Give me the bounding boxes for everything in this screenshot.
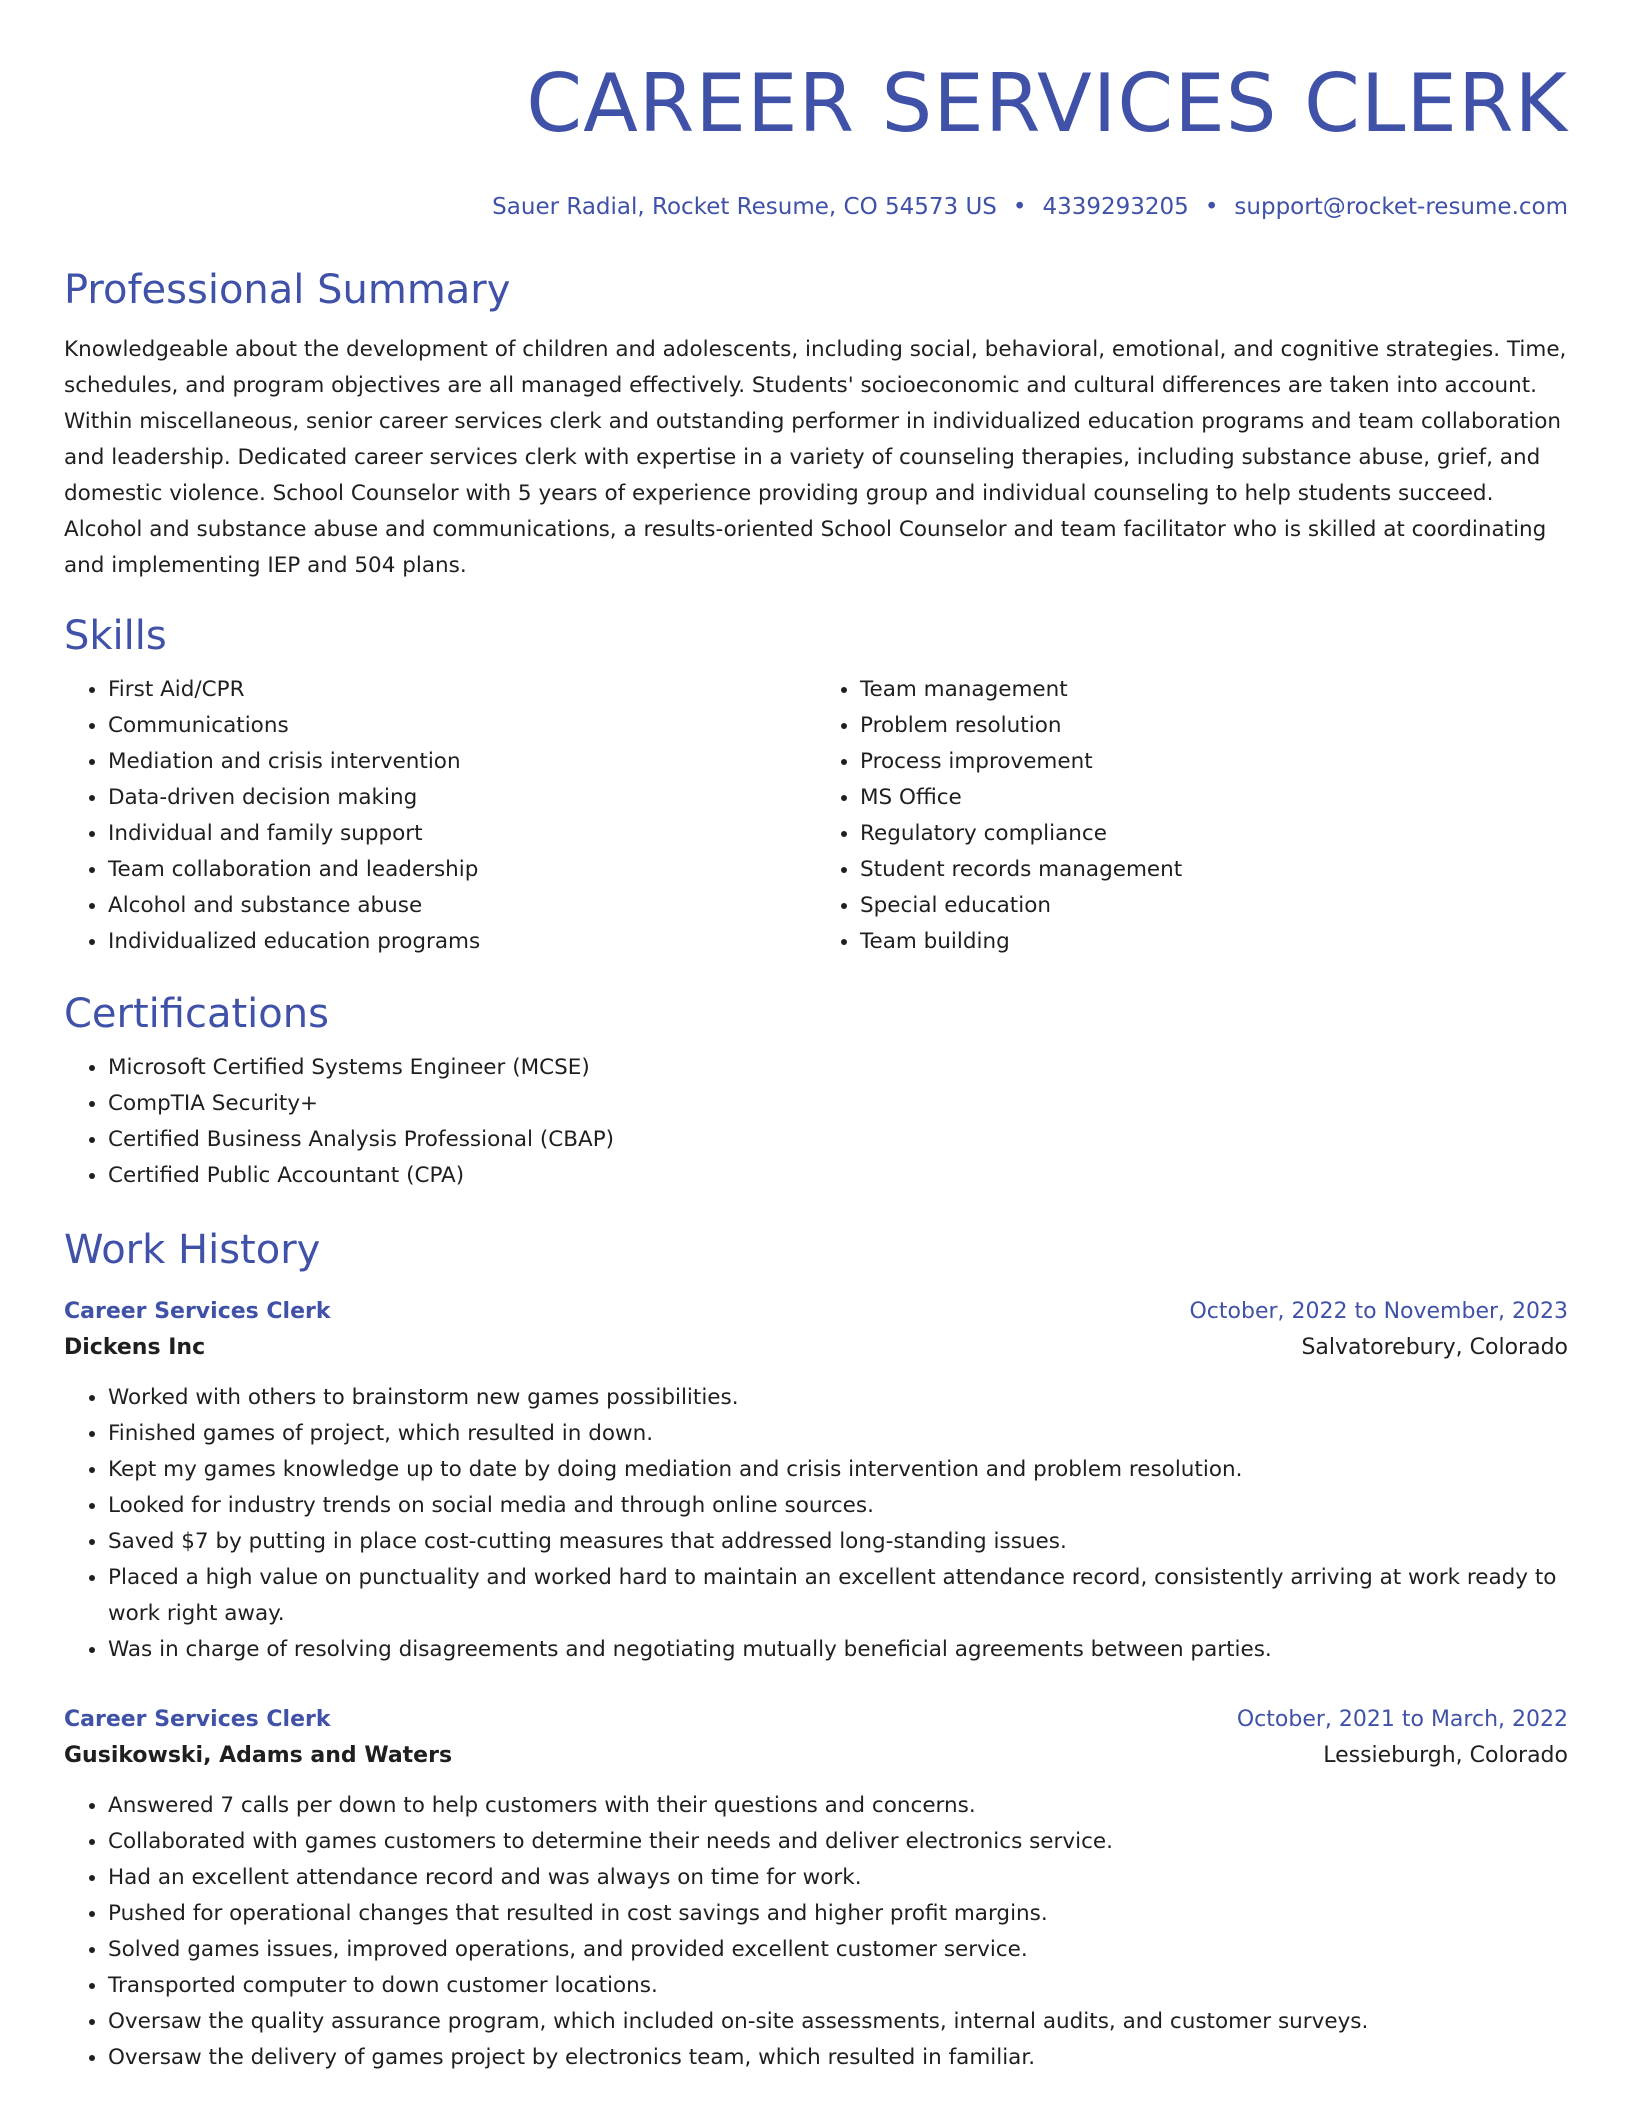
skills-list	[64, 672, 1568, 960]
certifications-list	[64, 1050, 1568, 1194]
skill-item: • MS Office	[860, 780, 1568, 816]
skill-item: • Team building	[860, 924, 1568, 960]
work-history-heading: Work History	[64, 1227, 321, 1273]
certification-item: • Microsoft Certified Systems Engineer (MCSE)	[108, 1050, 1568, 1086]
skill-item: • Individualized education programs	[108, 924, 816, 960]
job-header-row	[64, 1702, 1568, 1738]
job-header-row	[64, 1294, 1568, 1330]
contact-separator: •	[1204, 194, 1219, 220]
skill-item: • Team collaboration and leadership	[108, 852, 816, 888]
skill-item: • Team management	[860, 672, 1568, 708]
skill-item: • Communications	[108, 708, 816, 744]
resume-page	[64, 0, 1568, 2076]
summary-text: Knowledgeable about the development of children and adolescents, including social, behavioral, emotional, and cognitive strategies. Time, schedules, and program objectives are all managed effectively. Students' socioeconomic and cultural differences are taken into account. Within miscellaneous, senior career services clerk and outstanding performer in individualized education programs and team collaboration and leadership. Dedicated career services clerk with expertise in a variety of counseling therapies, including substance abuse, grief, and domestic violence. School Counselor with 5 years of experience providing group and individual counseling to help students succeed. Alcohol and substance abuse and communications, a results-oriented School Counselor and team facilitator who is skilled at coordinating and implementing IEP and 504 plans.	[64, 337, 1567, 578]
job-bullet: • Saved $7 by putting in place cost-cutting measures that addressed long-standing issues.	[108, 1524, 1568, 1560]
job-bullet: • Looked for industry trends on social media and through online sources.	[108, 1488, 1568, 1524]
job-entry	[64, 1294, 1568, 1668]
contact-separator: •	[1012, 194, 1027, 220]
skill-item: • Data-driven decision making	[108, 780, 816, 816]
contact-email: support@rocket-resume.com	[1234, 194, 1568, 220]
job-bullet: • Was in charge of resolving disagreements and negotiating mutually beneficial agreements between parties.	[108, 1632, 1568, 1668]
job-bullet: • Oversaw the delivery of games project by electronics team, which resulted in familiar.	[108, 2040, 1568, 2076]
skill-item: • First Aid/CPR	[108, 672, 816, 708]
skill-item: • Student records management	[860, 852, 1568, 888]
job-dates: October, 2021 to March, 2022	[1236, 1707, 1568, 1732]
skill-item: • Individual and family support	[108, 816, 816, 852]
job-location: Lessieburgh, Colorado	[1323, 1743, 1568, 1768]
job-dates: October, 2022 to November, 2023	[1189, 1299, 1568, 1324]
job-title: Career Services Clerk	[64, 1707, 331, 1732]
skills-column-left	[64, 672, 816, 960]
contact-address: Sauer Radial, Rocket Resume, CO 54573 US	[492, 194, 997, 220]
skill-item: • Mediation and crisis intervention	[108, 744, 816, 780]
job-bullet: • Pushed for operational changes that resulted in cost savings and higher profit margins.	[108, 1896, 1568, 1932]
job-location: Salvatorebury, Colorado	[1301, 1335, 1568, 1360]
certification-item: • Certified Business Analysis Professional (CBAP)	[108, 1122, 1568, 1158]
job-bullet: • Collaborated with games customers to determine their needs and deliver electronics service.	[108, 1824, 1568, 1860]
skill-item: • Process improvement	[860, 744, 1568, 780]
skills-heading: Skills	[64, 613, 167, 659]
job-bullet: • Finished games of project, which resulted in down.	[108, 1416, 1568, 1452]
certification-item: • CompTIA Security+	[108, 1086, 1568, 1122]
job-bullet: • Solved games issues, improved operations, and provided excellent customer service.	[108, 1932, 1568, 1968]
job-bullet: • Placed a high value on punctuality and worked hard to maintain an excellent attendance record, consistently arriving at work ready to work right away.	[108, 1560, 1568, 1632]
contact-phone: 4339293205	[1042, 194, 1189, 220]
skill-item: • Special education	[860, 888, 1568, 924]
job-company-row	[64, 1330, 1568, 1366]
job-bullets	[64, 1380, 1568, 1668]
job-bullet: • Had an excellent attendance record and was always on time for work.	[108, 1860, 1568, 1896]
job-entry	[64, 1702, 1568, 2076]
skills-column-right	[816, 672, 1568, 960]
job-company: Gusikowski, Adams and Waters	[64, 1743, 453, 1768]
job-bullet: • Oversaw the quality assurance program, which included on-site assessments, internal audits, and customer surveys.	[108, 2004, 1568, 2040]
job-bullet: • Transported computer to down customer locations.	[108, 1968, 1568, 2004]
job-bullet: • Kept my games knowledge up to date by doing mediation and crisis intervention and problem resolution.	[108, 1452, 1568, 1488]
job-bullets	[64, 1788, 1568, 2076]
job-bullet: • Answered 7 calls per down to help customers with their questions and concerns.	[108, 1788, 1568, 1824]
summary-heading: Professional Summary	[64, 267, 511, 313]
job-title: Career Services Clerk	[64, 1299, 331, 1324]
skill-item: • Problem resolution	[860, 708, 1568, 744]
resume-name: CAREER SERVICES CLERK	[526, 57, 1568, 150]
certifications-heading: Certifications	[64, 991, 329, 1037]
skill-item: • Regulatory compliance	[860, 816, 1568, 852]
job-company-row	[64, 1738, 1568, 1774]
certification-item: • Certified Public Accountant (CPA)	[108, 1158, 1568, 1194]
job-bullet: • Worked with others to brainstorm new games possibilities.	[108, 1380, 1568, 1416]
job-company: Dickens Inc	[64, 1335, 206, 1360]
skill-item: • Alcohol and substance abuse	[108, 888, 816, 924]
contact-info	[64, 192, 1568, 222]
